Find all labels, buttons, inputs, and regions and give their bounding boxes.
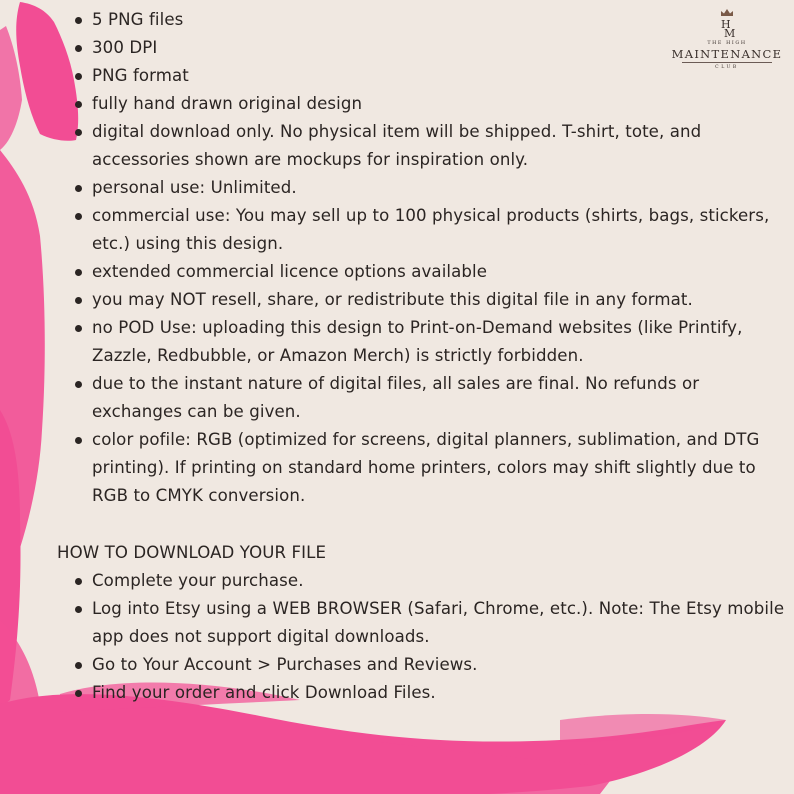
download-steps-list xyxy=(73,567,788,707)
feature-item: personal use: Unlimited. xyxy=(73,174,788,202)
download-step: Find your order and click Download Files. xyxy=(73,679,788,707)
feature-item: 300 DPI xyxy=(73,34,788,62)
download-step: Go to Your Account > Purchases and Reviews. xyxy=(73,651,788,679)
download-heading: HOW TO DOWNLOAD YOUR FILE xyxy=(57,543,327,562)
product-feature-list xyxy=(73,6,788,510)
download-step: Log into Etsy using a WEB BROWSER (Safari, Chrome, etc.). Note: The Etsy mobile app does not support digital downloads. xyxy=(73,595,788,651)
feature-item: color pofile: RGB (optimized for screens, digital planners, sublimation, and DTG printing). If printing on standard home printers, colors may shift slightly due to RGB to CMYK conversion. xyxy=(73,426,788,510)
feature-item: fully hand drawn original design xyxy=(73,90,788,118)
feature-item: no POD Use: uploading this design to Print-on-Demand websites (like Printify, Zazzle, Redbubble, or Amazon Merch) is strictly forbidden. xyxy=(73,314,788,370)
svg-text:M: M xyxy=(724,27,736,39)
feature-item: you may NOT resell, share, or redistribute this digital file in any format. xyxy=(73,286,788,314)
feature-item: digital download only. No physical item will be shipped. T-shirt, tote, and accessories shown are mockups for inspiration only. xyxy=(73,118,788,174)
feature-item: 5 PNG files xyxy=(73,6,788,34)
svg-text:H: H xyxy=(721,18,731,31)
feature-item: extended commercial licence options available xyxy=(73,258,788,286)
logo-tagline-bottom: CLUB xyxy=(715,65,739,70)
download-step: Complete your purchase. xyxy=(73,567,788,595)
logo-wordmark: MAINTENANCE xyxy=(671,47,783,61)
feature-item: due to the instant nature of digital files, all sales are final. No refunds or exchanges can be given. xyxy=(73,370,788,426)
feature-item: commercial use: You may sell up to 100 physical products (shirts, bags, stickers, etc.) using this design. xyxy=(73,202,788,258)
logo-tagline-top: THE HIGH xyxy=(707,41,747,46)
feature-item: PNG format xyxy=(73,62,788,90)
